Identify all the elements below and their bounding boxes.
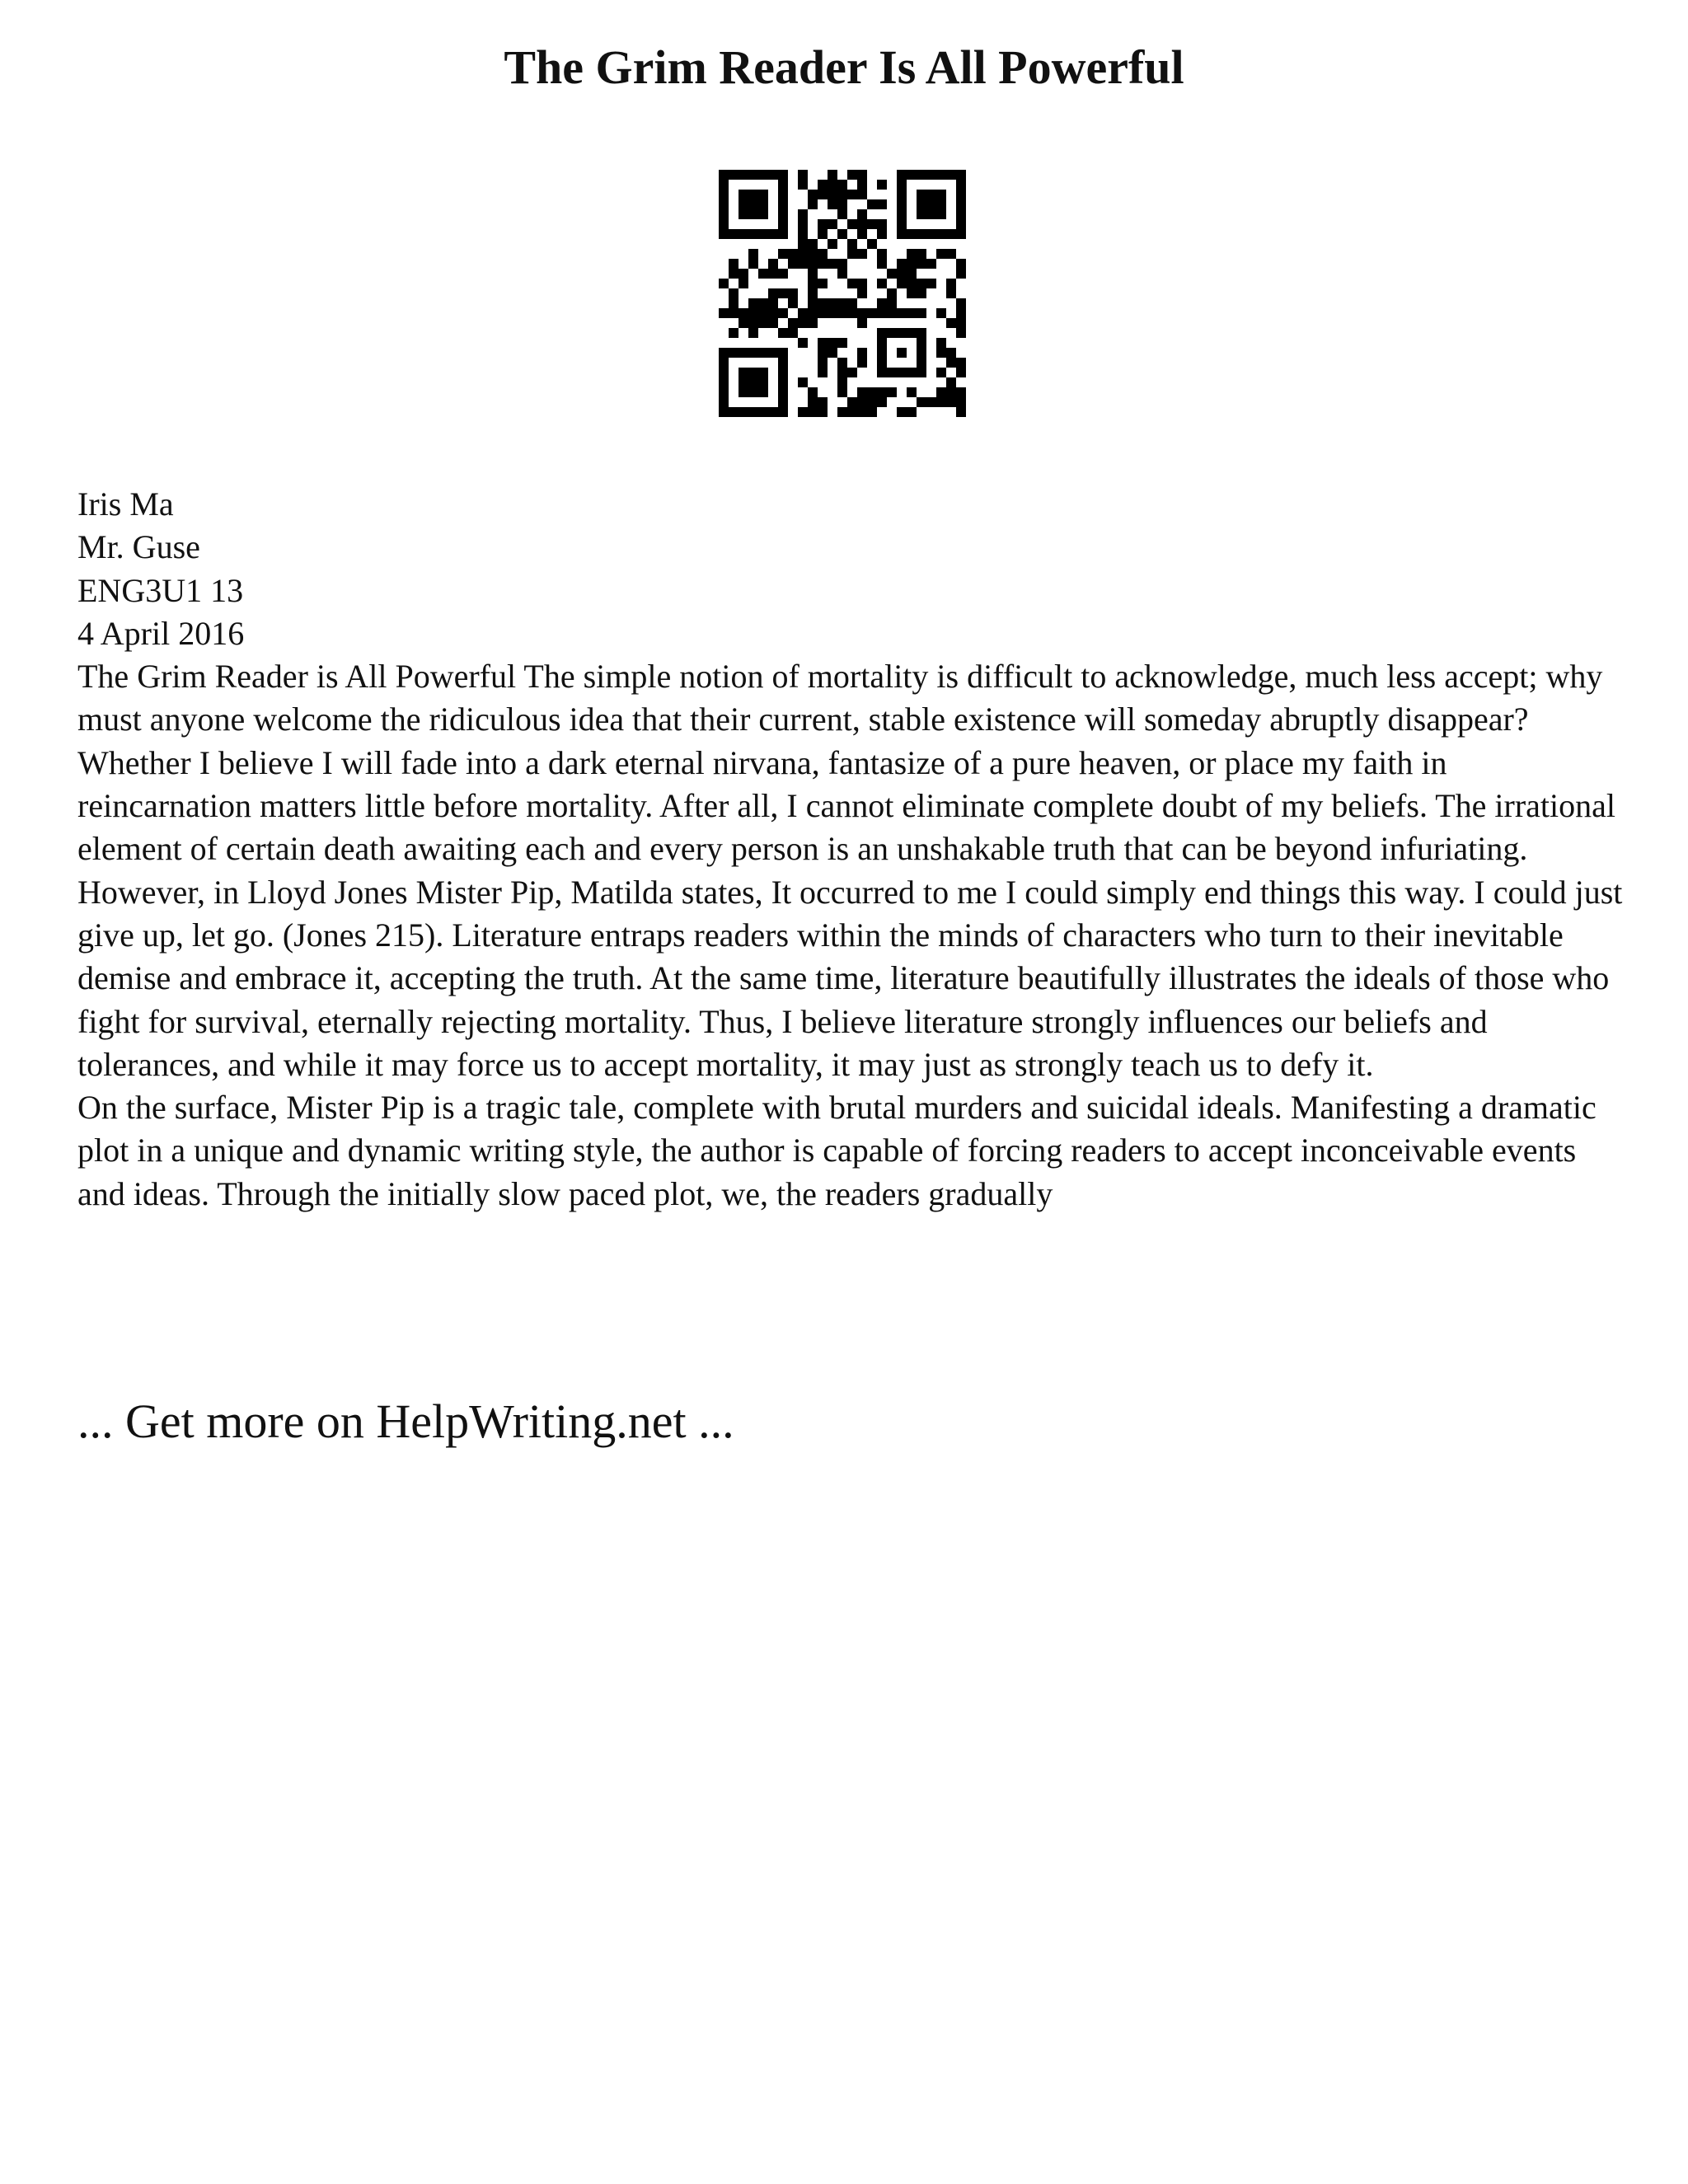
course-code: ENG3U1 13 — [77, 571, 244, 609]
document-body — [77, 483, 1627, 1216]
qr-code-icon — [719, 170, 966, 417]
essay-paragraph-1: The Grim Reader is All Powerful The simple notion of mortality is difficult to acknowledge, much less accept; why must anyone welcome the ridiculous idea that their current, stable existence will someday abruptly disappear? Whether I believe I will fade into a dark eternal nirvana, fantasize of a pure heaven, or place my faith in reincarnation matters little before mortality. After all, I cannot eliminate complete doubt of my beliefs. The irrational element of certain death awaiting each and every person is an unshakable truth that can be beyond infuriating. However, in Lloyd Jones Mister Pip, Matilda states, It occurred to me I could simply end things this way. I could just give up, let go. (Jones 215). Literature entraps readers within the minds of characters who turn to their inevitable demise and embrace it, accepting the truth. At the same time, literature beautifully illustrates the ideals of those who fight for survival, eternally rejecting mortality. Thus, I believe literature strongly influences our beliefs and tolerances, and while it may force us to accept mortality, it may just as strongly teach us to defy it. — [77, 658, 1623, 1083]
get-more-link[interactable]: ... Get more on HelpWriting.net ... — [77, 1394, 734, 1448]
author-name: Iris Ma — [77, 485, 174, 523]
teacher-name: Mr. Guse — [77, 528, 200, 566]
essay-paragraph-2: On the surface, Mister Pip is a tragic tale, complete with brutal murders and suicidal ideals. Manifesting a dramatic plot in a unique and dynamic writing style, the author is capable of forcing readers to accept inconceivable events and ideas. Through the initially slow paced plot, we, the readers gradually — [77, 1089, 1597, 1212]
essay-date: 4 April 2016 — [77, 614, 245, 652]
document-title: The Grim Reader Is All Powerful — [504, 40, 1184, 94]
